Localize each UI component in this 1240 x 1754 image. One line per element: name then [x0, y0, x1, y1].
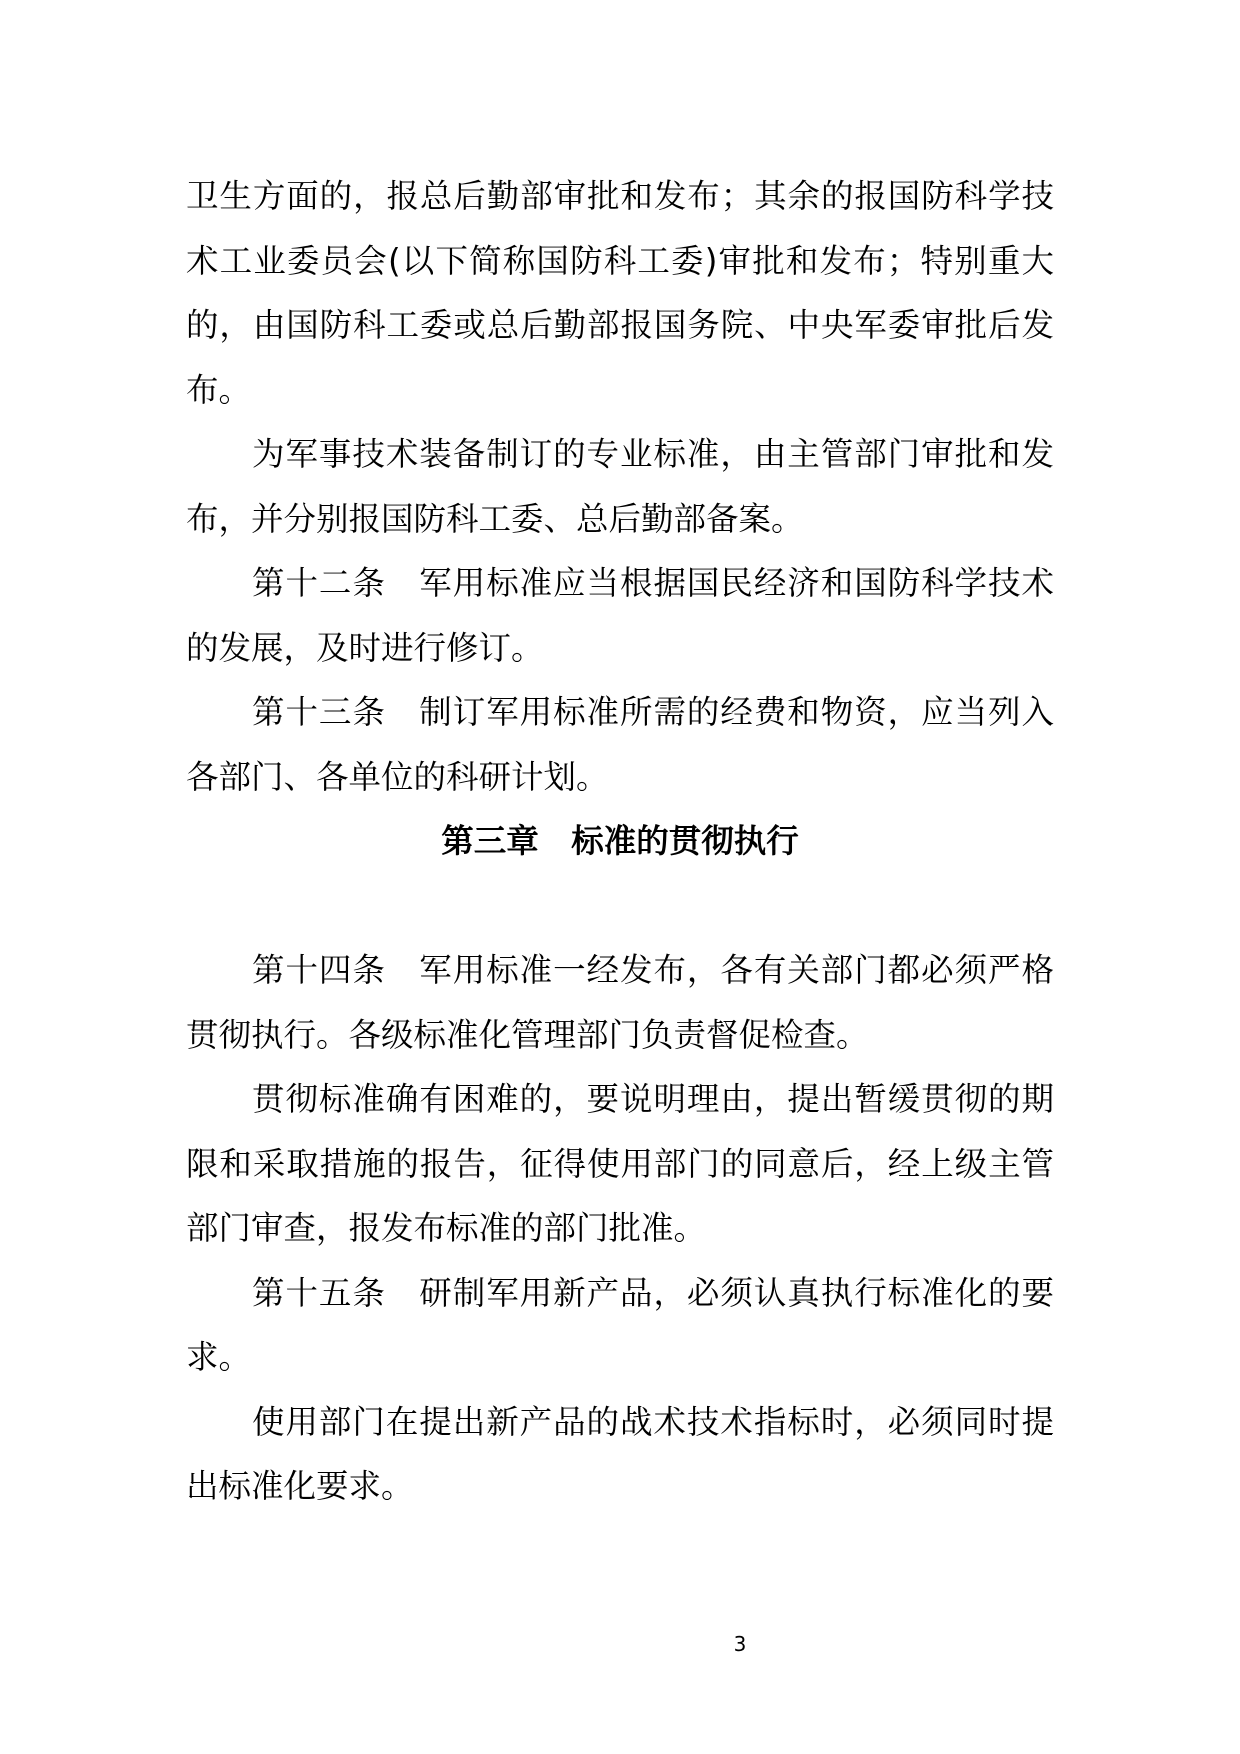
paragraph-approval-filing: 为军事技术装备制订的专业标准，由主管部门审批和发布，并分别报国防科工委、总后勤部备案。 [186, 435, 1054, 538]
page-number: 3 [733, 1632, 747, 1656]
article-12: 第十二条 军用标准应当根据国民经济和国防科学技术的发展，及时进行修订。 [186, 564, 1054, 667]
chapter-3-heading: 第三章 标准的贯彻执行 [441, 822, 799, 860]
article-14: 第十四条 军用标准一经发布，各有关部门都必须严格贯彻执行。各级标准化管理部门负责督促检查。 [186, 951, 1054, 1054]
paragraph-implementation-difficulty: 贯彻标准确有困难的，要说明理由，提出暂缓贯彻的期限和采取措施的报告，征得使用部门的同意后，经上级主管部门审查，报发布标准的部门批准。 [186, 1080, 1054, 1247]
article-15: 第十五条 研制军用新产品，必须认真执行标准化的要求。 [186, 1273, 1054, 1376]
paragraph-standardization-requirements: 使用部门在提出新产品的战术技术指标时，必须同时提出标准化要求。 [186, 1402, 1054, 1505]
article-13: 第十三条 制订军用标准所需的经费和物资，应当列入各部门、各单位的科研计划。 [186, 693, 1054, 796]
paragraph-continued: 卫生方面的，报总后勤部审批和发布；其余的报国防科学技术工业委员会(以下简称国防科工委)审批和发布；特别重大的，由国防科工委或总后勤部报国务院、中央军委审批后发布。 [186, 177, 1054, 409]
document-body [186, 164, 1054, 1519]
